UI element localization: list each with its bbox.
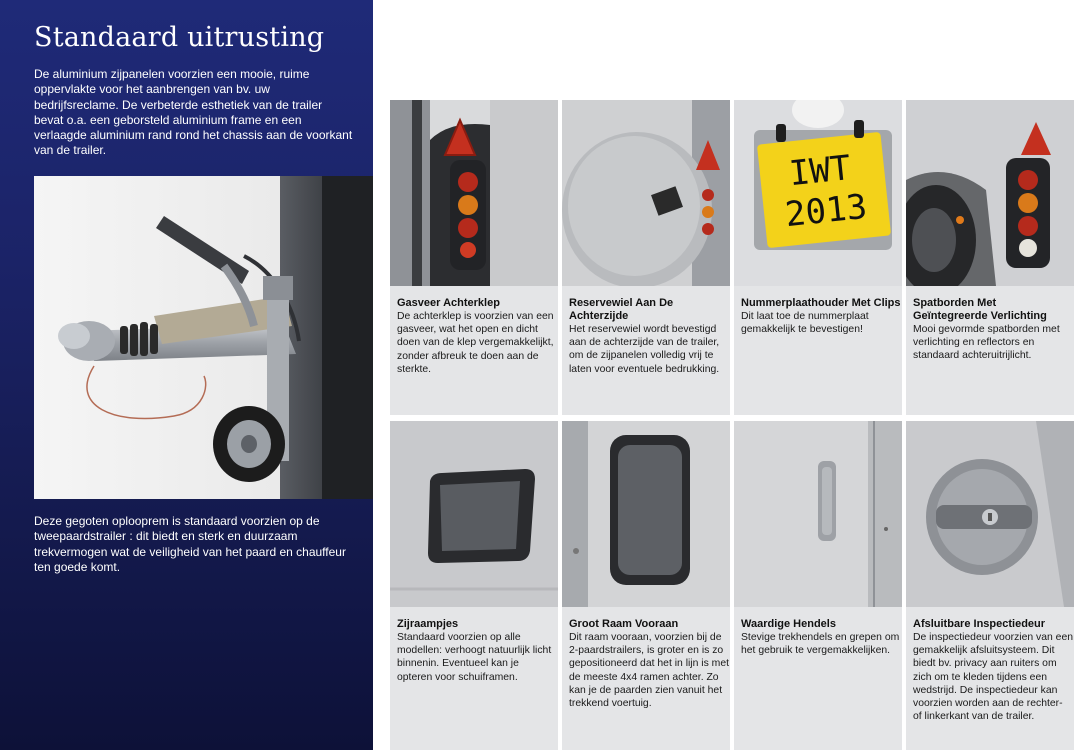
plate-line-1: IWT [787,148,853,195]
feature-title-text: Zijraampjes [397,618,459,630]
feature-card-reservewiel [562,100,730,415]
feature-title [569,297,729,376]
feature-description: Het reservewiel wordt bevestigd aan de achterzijde van de trailer, om de zijpanelen volledig vrij te laten voor eventuele bedrukking. [569,324,720,375]
hendels-photo [734,421,902,607]
feature-card-gasveer [390,100,558,415]
feature-card-nummerplaat [734,100,902,415]
feature-title-text: Nummerplaathouder Met Clips [741,297,901,309]
spare-wheel-illustration [562,100,730,286]
reservewiel-photo [562,100,730,286]
left-info-panel [0,0,373,750]
feature-title [397,297,557,376]
feature-description: Mooi gevormde spatborden met verlichting en reflectors en standaard achteruitrijlicht. [913,324,1060,362]
feature-description: Stevige trekhendels en grepen om het gebruik te vergemakkelijken. [741,632,900,657]
side-window-illustration [390,421,558,607]
feature-title [741,618,901,657]
feature-title-text: Gasveer Achterklep [397,297,500,309]
fender-light-illustration [906,100,1074,286]
nummerplaat-photo [734,100,902,286]
front-window-illustration [562,421,730,607]
feature-title [569,618,729,710]
feature-description: De inspectiedeur voorzien van een gemakkelijk afsluitsysteem. Dit biedt bv. privacy aan ruiters om zich om te kleden tijdens een wedstrijd. De inspectiedeur kan voorzien worden aan de rechter- of linkerkant van de trailer. [913,632,1073,723]
feature-description: Standaard voorzien op alle modellen: verhoogt natuurlijk licht binnenin. Eventueel kan je opteren voor schuiframen. [397,632,552,683]
spatborden-photo [906,100,1074,286]
license-plate-illustration [734,100,902,286]
feature-card-spatborden [906,100,1074,415]
plate-line-2: 2013 [783,186,869,236]
zijraampjes-photo [390,421,558,607]
feature-title-text: Groot Raam Vooraan [569,618,679,630]
feature-card-zijraampjes [390,421,558,750]
groot-raam-photo [562,421,730,607]
feature-description: Dit laat toe de nummerplaat gemakkelijk te bevestigen! [741,311,869,336]
feature-card-hendels [734,421,902,750]
feature-title-text: Spatborden Met Geïntegreerde Verlichting [913,297,1047,322]
handle-illustration [734,421,902,607]
page-title: Standaard uitrusting [34,22,325,53]
rear-light-illustration [390,100,558,286]
feature-title-text: Waardige Hendels [741,618,836,630]
feature-title [913,297,1073,363]
hitch-brake-photo [34,176,373,499]
feature-description: De achterklep is voorzien van een gasveer, wat het open en dicht doen van de klep vergemakkelijkt, zonder afbreuk te doen aan de sterkte. [397,311,554,375]
feature-title [741,297,901,336]
feature-card-inspectiedeur [906,421,1074,750]
lock-illustration [906,421,1074,607]
feature-card-groot-raam [562,421,730,750]
feature-description: Dit raam vooraan, voorzien bij de 2-paardstrailers, is groter en is zo gepositioneerd dat het in lijn is met de meeste 4x4 ramen achter. Zo kan je de paarden zien vanuit het trekkend voertuig. [569,632,729,710]
feature-title [397,618,557,684]
gasveer-photo [390,100,558,286]
feature-title-text: Reservewiel Aan De Achterzijde [569,297,674,322]
hitch-brake-illustration [34,176,373,499]
feature-title-text: Afsluitbare Inspectiedeur [913,618,1046,630]
inspectiedeur-photo [906,421,1074,607]
feature-title [913,618,1073,723]
outro-text: Deze gegoten oplooprem is standaard voorzien op de tweepaardstrailer : dit biedt en sterk en duurzaam trekvermogen wat de veiligheid van het paard en chauffeur ten goede komt. [34,514,346,574]
intro-text: De aluminium zijpanelen voorzien een mooie, ruime oppervlakte voor het aanbrengen van bv. uw bedrijfsreclame. De verbeterde esthetiek van de trailer bevat o.a. een geborsteld aluminium frame en een verlaagde aluminium rand rond het chassis aan de voorkant van de trailer. [34,67,353,158]
